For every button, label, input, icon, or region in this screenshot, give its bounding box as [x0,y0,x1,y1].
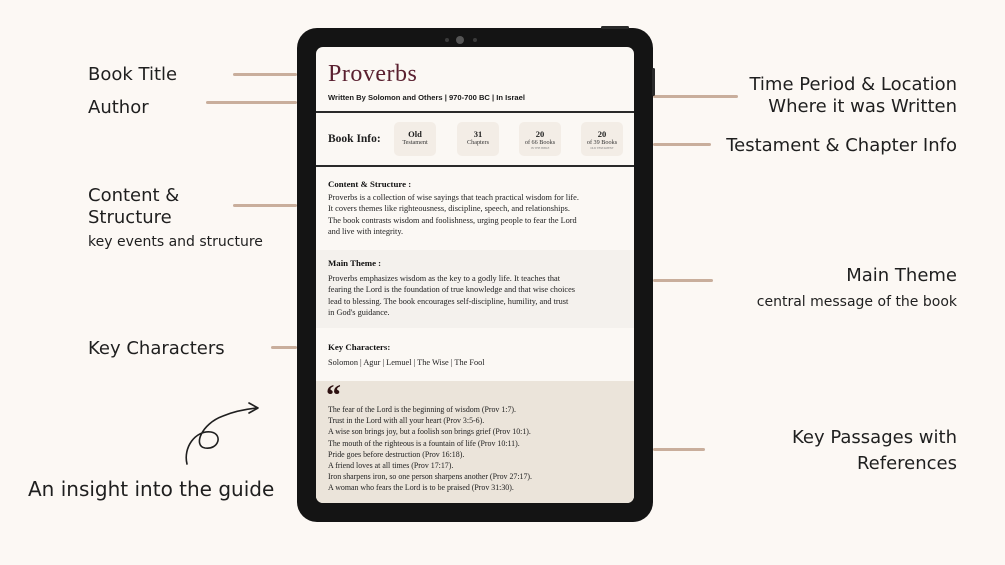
annotation-time-period-line1: Time Period & Location [749,74,957,95]
tablet-screen [316,47,634,503]
info-box-ot-position [581,122,623,156]
camera-icon [456,36,464,44]
info-box-bible-position [519,122,561,156]
content-structure-text [328,192,624,238]
text-line: Proverbs emphasizes wisdom as the key to a godly life. It teaches that [328,274,561,283]
annotation-testament-chapter: Testament & Chapter Info [726,135,957,156]
passage-line: Pride goes before destruction (Prov 16:18). [328,449,465,459]
connector-time-period [653,95,738,98]
text-line: fearing the Lord is the foundation of true knowledge and that wise choices [328,285,575,295]
key-characters-heading: Key Characters: [328,342,391,352]
info-caption: Chapters [467,139,489,146]
info-value: Old [408,129,422,139]
passage-line: A wise son brings joy, but a foolish son brings grief (Prov 10:1). [328,427,531,437]
info-value: 20 [597,129,607,139]
info-caption: of 39 Books [586,139,618,146]
passage-line: The mouth of the righteous is a fountain of life (Prov 10:11). [328,438,520,448]
annotation-insight: An insight into the guide [28,477,275,501]
key-passages-text [328,404,624,494]
key-characters-list: Solomon | Agur | Lemuel | The Wise | The Fool [328,358,485,367]
curly-arrow-icon [175,398,265,470]
annotation-main-theme-sub: central message of the book [756,294,957,310]
tablet-device [297,28,653,522]
sensor-icon [473,38,477,42]
text-line: Proverbs is a collection of wise sayings that teach practical wisdom for life. [328,193,579,202]
passage-line: The fear of the Lord is the beginning of wisdom (Prov 1:7). [328,405,517,414]
annotation-content-structure: Content & Structure [88,185,180,228]
text-line: and live with integrity. [328,227,404,237]
info-box-chapters [457,122,499,156]
passage-line: Iron sharpens iron, so one person sharpens another (Prov 27:17). [328,472,533,482]
connector-key-characters [271,346,297,349]
info-caption: Testament [402,139,428,146]
info-value: 31 [473,129,483,139]
text-line: It covers themes like righteousness, discipline, speech, and relationships. [328,204,570,214]
text-line: in God's guidance. [328,308,390,318]
annotation-time-period-line2: Where it was Written [768,96,957,117]
info-value: 20 [535,129,545,139]
annotation-book-title: Book Title [88,64,178,85]
annotation-key-passages-line2: References [856,453,957,474]
passage-line: A friend loves at all times (Prov 17:17). [328,461,454,471]
connector-key-passages [653,448,705,451]
text-line: The book contrasts wisdom and foolishness, urging people to fear the Lord [328,215,577,225]
book-subtitle: Written By Solomon and Others | 970-700 BC | In Israel [328,93,525,102]
sensor-icon [445,38,449,42]
info-box-testament [394,122,436,156]
info-tiny-caption: IN THE BIBLE [530,147,550,150]
book-title: Proverbs [328,61,418,87]
divider [316,165,634,167]
passage-line: A woman who fears the Lord is to be praised (Prov 31:30). [328,483,514,493]
book-info-label: Book Info: [328,133,381,145]
info-tiny-caption: OLD TESTAMENT [590,147,614,150]
connector-content-structure [233,204,297,207]
volume-button [652,68,655,96]
info-caption: of 66 Books [524,139,556,146]
main-theme-heading: Main Theme : [328,258,382,268]
quote-icon: “ [326,379,341,412]
divider [316,111,634,113]
connector-main-theme [653,279,713,282]
power-button [601,26,629,29]
annotation-main-theme: Main Theme [846,265,957,286]
content-structure-heading: Content & Structure : [328,179,412,189]
annotation-key-passages-line1: Key Passages with [791,427,957,448]
text-line: lead to blessing. The book encourages self-discipline, humility, and trust [328,296,569,306]
passage-line: Trust in the Lord with all your heart (Prov 3:5-6). [328,416,485,426]
annotation-author: Author [88,97,149,118]
annotation-content-structure-sub: key events and structure [88,234,263,250]
main-theme-text [328,273,624,319]
connector-testament-chapter [653,143,711,146]
connector-book-title [233,73,297,76]
annotation-key-characters: Key Characters [88,338,225,359]
connector-author [206,101,297,104]
